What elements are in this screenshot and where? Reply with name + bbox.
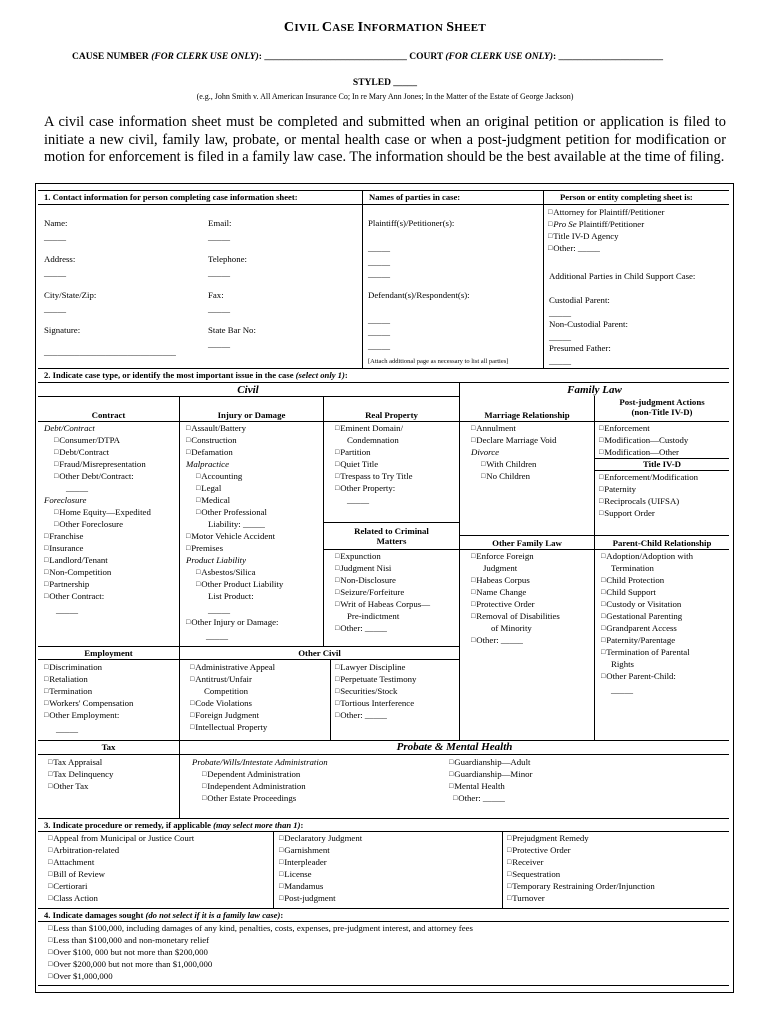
probate-heading: Probate & Mental Health — [396, 741, 513, 753]
bill-of-review-option[interactable]: □Bill of Review — [48, 869, 106, 879]
trespass-option[interactable]: □Trespass to Try Title — [335, 471, 413, 481]
workers-comp-option[interactable]: □Workers' Compensation — [44, 698, 134, 708]
defendant-field-2[interactable]: _____ — [368, 327, 390, 337]
code-violations-option[interactable]: □Code Violations — [190, 698, 252, 708]
medical-option[interactable]: □Medical — [196, 495, 231, 505]
consumer-option[interactable]: □Consumer/DTPA — [54, 435, 121, 445]
insurance-option[interactable]: □Insurance — [44, 543, 84, 553]
parentchild-column — [601, 550, 693, 696]
other-foreclosure-option[interactable]: □Other Foreclosure — [54, 519, 123, 529]
enforce-foreign-option[interactable]: □Enforce Foreign — [471, 551, 534, 561]
void-option[interactable]: □Declare Marriage Void — [471, 435, 557, 445]
lawyer-discipline-option[interactable]: □Lawyer Discipline — [335, 662, 406, 672]
plaintiff-field-2[interactable]: _____ — [368, 257, 390, 267]
section-2-heading: 2. Indicate case type, or identify the most important issue in the case (select only 1): — [44, 370, 348, 380]
assault-option[interactable]: □Assault/Battery — [186, 423, 246, 433]
preindictment-label: Pre-indictment — [347, 611, 400, 621]
defendant-field-3[interactable]: _____ — [368, 341, 390, 351]
address-label: Address: — [44, 254, 76, 264]
probate-subhead: Probate/Wills/Intestate Administration — [192, 757, 328, 767]
fraud-option[interactable]: □Fraud/Misrepresentation — [54, 459, 146, 469]
otherfam-column — [471, 550, 560, 646]
fam-other-option[interactable]: □Other: _____ — [471, 635, 523, 645]
foreign-judgment-option[interactable]: □Foreign Judgment — [190, 710, 260, 720]
other-employment-field[interactable]: _____ — [56, 724, 78, 734]
damages-under-100k-option[interactable]: □Less than $100,000, including damages of any kind, penalties, costs, expenses, pre-judgment interest, and attorney fees — [48, 923, 473, 933]
with-children-option[interactable]: □With Children — [481, 459, 537, 469]
mod-other-option[interactable]: □Modification—Other — [599, 447, 679, 457]
noncompetition-option[interactable]: □Non-Competition — [44, 567, 112, 577]
tro-option[interactable]: □Temporary Restraining Order/Injunction — [507, 881, 655, 891]
defendant-field-1[interactable]: _____ — [368, 315, 390, 325]
tax-delinquency-option[interactable]: □Tax Delinquency — [48, 769, 114, 779]
other-injury-option[interactable]: □Other Injury or Damage: — [186, 617, 279, 627]
othercivil-heading: Other Civil — [298, 648, 341, 658]
telephone-field[interactable]: _____ — [208, 268, 230, 278]
ivd-enforcement-option[interactable]: □Enforcement/Modification — [599, 472, 699, 482]
othercivil-column-1 — [190, 661, 275, 733]
certiorari-option[interactable]: □Certiorari — [48, 881, 88, 891]
independent-admin-option[interactable]: □Independent Administration — [202, 781, 306, 791]
support-order-option[interactable]: □Support Order — [599, 508, 655, 518]
noncustodial-label: Non-Custodial Parent: — [549, 319, 628, 329]
declaratory-option[interactable]: □Declaratory Judgment — [279, 833, 363, 843]
email-field[interactable]: _____ — [208, 232, 230, 242]
custodial-label: Custodial Parent: — [549, 295, 610, 305]
attach-note: [Attach additional page as necessary to list all parties] — [368, 358, 509, 365]
damages-under-100k-nonmonetary-option[interactable]: □Less than $100,000 and non-monetary relief — [48, 935, 210, 945]
class-action-option[interactable]: □Class Action — [48, 893, 98, 903]
annulment-option[interactable]: □Annulment — [471, 423, 516, 433]
appeal-option[interactable]: □Appeal from Municipal or Justice Court — [48, 833, 195, 843]
presumed-label: Presumed Father: — [549, 343, 611, 353]
otherfam-heading: Other Family Law — [492, 538, 562, 548]
no-children-option[interactable]: □No Children — [481, 471, 530, 481]
termination-rights-option[interactable]: □Termination of Parental — [601, 647, 690, 657]
grandparent-option[interactable]: □Grandparent Access — [601, 623, 677, 633]
attorney-option[interactable]: □Attorney for Plaintiff/Petitioner — [548, 207, 665, 217]
retaliation-option[interactable]: □Retaliation — [44, 674, 88, 684]
judgment-label: Judgment — [483, 563, 518, 573]
procedure-column-3 — [507, 832, 655, 904]
other-injury-field[interactable]: _____ — [206, 631, 228, 641]
city-label: City/State/Zip: — [44, 290, 97, 300]
intro-paragraph: A civil case information sheet must be completed and submitted when an original petition or application is filed to initiate a new civil, family law, probate, or mental health case or when a post-judgment petition for modification or motion for enforcement is filed in a family law case. The information should be the best available at the time of filing. — [44, 114, 726, 166]
competition-label: Competition — [204, 686, 248, 696]
mod-custody-option[interactable]: □Modification—Custody — [599, 435, 689, 445]
child-protection-option[interactable]: □Child Protection — [601, 575, 665, 585]
guardianship-column — [449, 756, 532, 804]
construction-option[interactable]: □Construction — [186, 435, 237, 445]
license-option[interactable]: □License — [279, 869, 312, 879]
paternity-option[interactable]: □Paternity — [599, 484, 636, 494]
other-employment-option[interactable]: □Other Employment: — [44, 710, 120, 720]
city-field[interactable]: _____ — [44, 304, 66, 314]
titleivd-heading: Title IV-D — [642, 459, 682, 469]
other-debt-option[interactable]: □Other Debt/Contract: — [54, 471, 134, 481]
antitrust-option[interactable]: □Antitrust/Unfair — [190, 674, 252, 684]
admin-appeal-option[interactable]: □Administrative Appeal — [190, 662, 276, 672]
postjudgment-heading: Post-judgment Actions (non-Title IV-D) — [619, 397, 705, 417]
nondisclosure-option[interactable]: □Non-Disclosure — [335, 575, 396, 585]
fam-protective-option[interactable]: □Protective Order — [471, 599, 535, 609]
partition-option[interactable]: □Partition — [335, 447, 371, 457]
tax-heading: Tax — [101, 742, 116, 752]
additional-parties-label: Additional Parties in Child Support Case: — [549, 271, 696, 281]
adoption-option[interactable]: □Adoption/Adoption with — [601, 551, 693, 561]
reciprocals-option[interactable]: □Reciprocals (UIFSA) — [599, 496, 680, 506]
gestational-option[interactable]: □Gestational Parenting — [601, 611, 683, 621]
other-debt-field[interactable]: _____ — [66, 483, 88, 493]
barno-field[interactable]: _____ — [208, 339, 230, 349]
defamation-option[interactable]: □Defamation — [186, 447, 233, 457]
procedure-column-1 — [48, 832, 194, 904]
mental-health-option[interactable]: □Mental Health — [449, 781, 505, 791]
signature-field[interactable]: ______________________________ — [44, 347, 176, 357]
email-label: Email: — [208, 218, 232, 228]
civil-heading: Civil — [237, 384, 259, 396]
motor-vehicle-option[interactable]: □Motor Vehicle Accident — [186, 531, 276, 541]
contract-heading: Contract — [91, 410, 126, 420]
securities-option[interactable]: □Securities/Stock — [335, 686, 398, 696]
cause-number-line[interactable]: CAUSE NUMBER (FOR CLERK USE ONLY): ______________________________ COURT (FOR CLERK USE ONLY): ______________________ — [72, 52, 664, 62]
garnishment-option[interactable]: □Garnishment — [279, 845, 330, 855]
tortious-option[interactable]: □Tortious Interference — [335, 698, 415, 708]
defendant-label: Defendant(s)/Respondent(s): — [368, 290, 470, 300]
quiet-title-option[interactable]: □Quiet Title — [335, 459, 379, 469]
premises-option[interactable]: □Premises — [186, 543, 223, 553]
realprop-heading: Real Property — [365, 410, 418, 420]
employment-heading: Employment — [84, 648, 133, 658]
plaintiff-field-3[interactable]: _____ — [368, 269, 390, 279]
list-product-field[interactable]: _____ — [208, 605, 230, 615]
other-tax-option[interactable]: □Other Tax — [48, 781, 89, 791]
other-product-option[interactable]: □Other Product Liability — [196, 579, 284, 589]
sequestration-option[interactable]: □Sequestration — [507, 869, 561, 879]
condemnation-label: Condemnation — [347, 435, 399, 445]
parentage-option[interactable]: □Paternity/Parentage — [601, 635, 676, 645]
damages-column — [48, 922, 473, 982]
emp-termination-option[interactable]: □Termination — [44, 686, 93, 696]
employment-column — [44, 661, 133, 735]
discrimination-option[interactable]: □Discrimination — [44, 662, 103, 672]
protective-order-option[interactable]: □Protective Order — [507, 845, 571, 855]
fam-habeas-option[interactable]: □Habeas Corpus — [471, 575, 530, 585]
marriage-heading: Marriage Relationship — [484, 410, 570, 420]
receiver-option[interactable]: □Receiver — [507, 857, 544, 867]
minority-label: of Minority — [491, 623, 532, 633]
enforcement-option[interactable]: □Enforcement — [599, 423, 650, 433]
partnership-option[interactable]: □Partnership — [44, 579, 90, 589]
judgment-nisi-option[interactable]: □Judgment Nisi — [335, 563, 392, 573]
custody-option[interactable]: □Custody or Visitation — [601, 599, 682, 609]
other-criminal-option[interactable]: □Other: _____ — [335, 623, 387, 633]
fax-field[interactable]: _____ — [208, 304, 230, 314]
damages-100k-200k-option[interactable]: □Over $100, 000 but not more than $200,000 — [48, 947, 208, 957]
marriage-column — [471, 422, 557, 482]
prejudgment-option[interactable]: □Prejudgment Remedy — [507, 833, 589, 843]
tax-column — [48, 756, 113, 792]
asbestos-option[interactable]: □Asbestos/Silica — [196, 567, 256, 577]
name-field[interactable]: _____ — [44, 232, 66, 242]
name-change-option[interactable]: □Name Change — [471, 587, 527, 597]
interpleader-option[interactable]: □Interpleader — [279, 857, 327, 867]
turnover-option[interactable]: □Turnover — [507, 893, 545, 903]
name-label: Name: — [44, 218, 68, 228]
fax-label: Fax: — [208, 290, 224, 300]
signature-label: Signature: — [44, 325, 81, 335]
person-heading: Person or entity completing sheet is: — [560, 192, 693, 202]
guardianship-minor-option[interactable]: □Guardianship—Minor — [449, 769, 533, 779]
realprop-column — [335, 422, 413, 506]
address-field[interactable]: _____ — [44, 268, 66, 278]
other-contract-option[interactable]: □Other Contract: — [44, 591, 105, 601]
titleivd-option[interactable]: □Title IV-D Agency — [548, 231, 619, 241]
rights-label: Rights — [611, 659, 634, 669]
prose-option[interactable]: □Pro Se Plaintiff/Petitioner — [548, 219, 645, 229]
damages-over-1m-option[interactable]: □Over $1,000,000 — [48, 971, 113, 981]
other-parentchild-option[interactable]: □Other Parent-Child: — [601, 671, 676, 681]
removal-option[interactable]: □Removal of Disabilities — [471, 611, 560, 621]
mandamus-option[interactable]: □Mandamus — [279, 881, 324, 891]
family-heading: Family Law — [567, 384, 622, 396]
procedure-column-2 — [279, 832, 362, 904]
parentchild-heading: Parent-Child Relationship — [612, 538, 712, 548]
termination-label: Termination — [611, 563, 654, 573]
postjudgment-column — [599, 422, 688, 458]
form-title: CIVIL CASE INFORMATION SHEET — [283, 20, 487, 35]
section-3-heading: 3. Indicate procedure or remedy, if applicable (may select more than 1): — [44, 820, 304, 830]
divorce-subhead: Divorce — [471, 447, 500, 457]
custodial-field[interactable]: _____ — [549, 308, 571, 318]
styled-line[interactable]: STYLED _____ — [352, 78, 418, 88]
barno-label: State Bar No: — [208, 325, 256, 335]
franchise-option[interactable]: □Franchise — [44, 531, 84, 541]
seizure-option[interactable]: □Seizure/Forfeiture — [335, 587, 405, 597]
othercivil-column-2 — [335, 661, 416, 721]
damages-200k-1m-option[interactable]: □Over $200,000 but not more than $1,000,000 — [48, 959, 213, 969]
accounting-option[interactable]: □Accounting — [196, 471, 243, 481]
ip-option[interactable]: □Intellectual Property — [190, 722, 268, 732]
criminal-column — [335, 550, 430, 634]
presumed-field[interactable]: _____ — [549, 356, 571, 366]
landlord-option[interactable]: □Landlord/Tenant — [44, 555, 108, 565]
section-4-heading: 4. Indicate damages sought (do not select if it is a family law case): — [44, 910, 284, 920]
expunction-option[interactable]: □Expunction — [335, 551, 381, 561]
noncustodial-field[interactable]: _____ — [549, 332, 571, 342]
section-1-heading: 1. Contact information for person completing case information sheet: — [44, 192, 298, 202]
guardianship-adult-option[interactable]: □Guardianship—Adult — [449, 757, 531, 767]
debt-option[interactable]: □Debt/Contract — [54, 447, 110, 457]
contract-column — [44, 422, 151, 616]
other-option[interactable]: □Other: _____ — [548, 243, 600, 253]
child-support-option[interactable]: □Child Support — [601, 587, 656, 597]
other-estate-option[interactable]: □Other Estate Proceedings — [202, 793, 297, 803]
list-product-label: List Product: — [208, 591, 254, 601]
telephone-label: Telephone: — [208, 254, 247, 264]
home-equity-option[interactable]: □Home Equity—Expedited — [54, 507, 151, 517]
titleivd-column — [599, 471, 698, 519]
style-example: (e.g., John Smith v. All American Insurance Co; In re Mary Ann Jones; In the Matter of the Estate of George Jackson) — [196, 92, 574, 101]
other-parentchild-field[interactable]: _____ — [611, 685, 633, 695]
injury-column — [186, 422, 283, 642]
habeas-option[interactable]: □Writ of Habeas Corpus— — [335, 599, 431, 609]
legal-option[interactable]: □Legal — [196, 483, 222, 493]
plaintiff-label: Plaintiff(s)/Petitioner(s): — [368, 218, 455, 228]
other-civil-option[interactable]: □Other: _____ — [335, 710, 387, 720]
other-property-option[interactable]: □Other Property: — [335, 483, 396, 493]
dependent-admin-option[interactable]: □Dependent Administration — [202, 769, 301, 779]
arbitration-option[interactable]: □Arbitration-related — [48, 845, 120, 855]
injury-heading: Injury or Damage — [217, 410, 286, 420]
other-probate-option[interactable]: □Other: _____ — [453, 793, 505, 803]
perpetuate-option[interactable]: □Perpetuate Testimony — [335, 674, 417, 684]
parties-heading: Names of parties in case: — [369, 192, 461, 202]
eminent-domain-option[interactable]: □Eminent Domain/ — [335, 423, 404, 433]
other-professional-option[interactable]: □Other Professional — [196, 507, 267, 517]
person-options — [548, 206, 664, 254]
other-contract-field[interactable]: _____ — [56, 605, 78, 615]
attachment-option[interactable]: □Attachment — [48, 857, 95, 867]
liability-field[interactable]: Liability: _____ — [208, 519, 265, 529]
other-property-field[interactable]: _____ — [347, 495, 369, 505]
foreclosure-subhead: Foreclosure — [44, 495, 87, 505]
malpractice-subhead: Malpractice — [186, 459, 229, 469]
tax-appraisal-option[interactable]: □Tax Appraisal — [48, 757, 103, 767]
debt-subhead: Debt/Contract — [44, 423, 95, 433]
post-judgment-option[interactable]: □Post-judgment — [279, 893, 336, 903]
criminal-heading: Related to Criminal Matters — [354, 526, 429, 546]
probate-column — [192, 756, 328, 804]
plaintiff-field-1[interactable]: _____ — [368, 243, 390, 253]
product-subhead: Product Liability — [186, 555, 247, 565]
